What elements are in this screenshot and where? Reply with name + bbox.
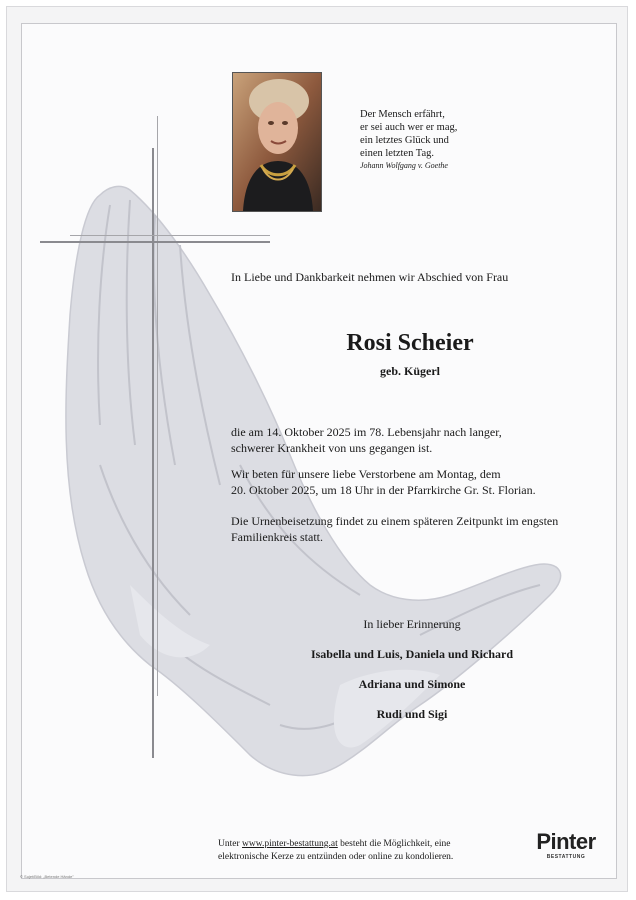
paragraph-line: Familienkreis statt. xyxy=(231,530,323,544)
maiden-name: geb. Kügerl xyxy=(380,364,440,378)
intro-line: In Liebe und Dankbarkeit nehmen wir Abschied von Frau xyxy=(231,270,509,284)
goethe-quote xyxy=(360,108,510,172)
website-link[interactable]: www.pinter-bestattung.at xyxy=(242,839,338,849)
portrait-photo xyxy=(232,72,322,212)
cross-horizontal-bar xyxy=(40,241,270,243)
pinter-logo xyxy=(530,830,602,860)
cross-horizontal-thin-bar xyxy=(70,235,270,236)
footer-prefix: Unter xyxy=(218,839,243,849)
paragraph-line: Wir beten für unsere liebe Verstorbene am Montag, dem xyxy=(231,467,501,481)
quote-line: Der Mensch erfährt, xyxy=(360,109,445,120)
burial-paragraph xyxy=(231,513,571,545)
footer-suffix: besteht die Möglichkeit, eine xyxy=(337,839,451,849)
brand-name: Pinter xyxy=(536,829,596,854)
quote-line: einen letzten Tag. xyxy=(360,148,434,159)
image-credit: © Sujet/Bild: „Betende Hände" xyxy=(20,874,74,879)
death-paragraph xyxy=(231,424,571,456)
mourner-line: Isabella und Luis, Daniela und Richard xyxy=(310,647,514,661)
quote-author: Johann Wolfgang v. Goethe xyxy=(360,161,448,170)
brand-subtitle: BESTATTUNG xyxy=(546,854,586,860)
deceased-name: Rosi Scheier xyxy=(346,330,474,356)
paragraph-line: schwerer Krankheit von uns gegangen ist. xyxy=(231,441,433,455)
mourner-line: Rudi und Sigi xyxy=(376,707,448,721)
prayer-paragraph xyxy=(231,466,571,498)
paragraph-line: die am 14. Oktober 2025 im 78. Lebensjahr nach langer, xyxy=(231,425,502,439)
quote-line: ein letztes Glück und xyxy=(360,135,449,146)
quote-line: er sei auch wer er mag, xyxy=(360,122,458,133)
cross-vertical-bar xyxy=(152,148,154,758)
paragraph-line: 20. Oktober 2025, um 18 Uhr in der Pfarrkirche Gr. St. Florian. xyxy=(231,483,536,497)
condolence-footer xyxy=(218,838,518,864)
paragraph-line: Die Urnenbeisetzung findet zu einem späteren Zeitpunkt im engsten xyxy=(231,514,559,528)
memory-heading: In lieber Erinnerung xyxy=(363,617,461,631)
mourner-line: Adriana und Simone xyxy=(358,677,466,691)
portrait-image xyxy=(233,73,321,211)
footer-line-2: elektronische Kerze zu entzünden oder online zu kondolieren. xyxy=(218,852,454,862)
cross-vertical-thin-bar xyxy=(157,116,158,696)
